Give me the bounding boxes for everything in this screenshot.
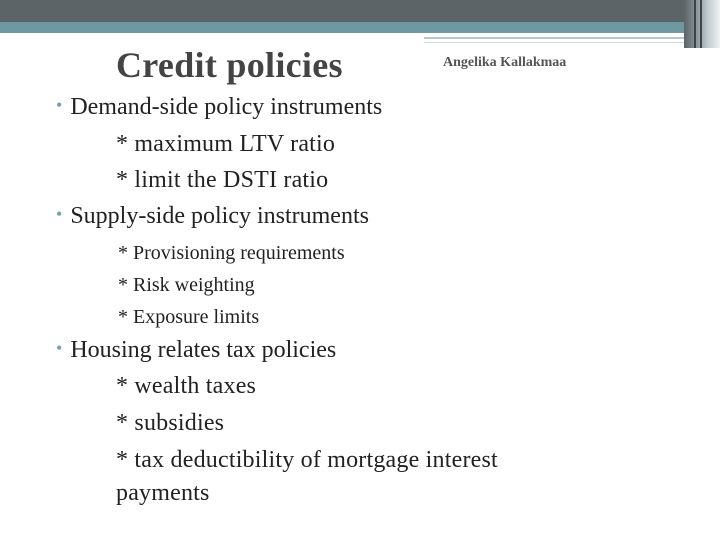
- bullet-dot-icon: •: [56, 204, 63, 224]
- bullet-dot-icon: •: [56, 95, 63, 115]
- sub-item: * maximum LTV ratio: [116, 131, 336, 157]
- bullet-item: [56, 203, 369, 230]
- sub-item: * limit the DSTI ratio: [116, 167, 329, 193]
- bullet-dot-icon: •: [56, 338, 63, 358]
- slide-author: Angelika Kallakmaa: [443, 55, 567, 70]
- bullet-item: [56, 94, 382, 121]
- sub-item: * Exposure limits: [118, 306, 260, 328]
- sub-item: * Risk weighting: [118, 274, 255, 296]
- sub-item: * tax deductibility of mortgage interest: [116, 447, 498, 473]
- bullet-label: Housing relates tax policies: [70, 337, 337, 363]
- bullet-item: [56, 337, 336, 364]
- sub-item: * subsidies: [116, 410, 225, 436]
- bullet-label: Supply-side policy instruments: [70, 203, 369, 229]
- bullet-label: Demand-side policy instruments: [70, 94, 383, 120]
- sub-item: payments: [116, 480, 210, 506]
- sub-item: * Provisioning requirements: [118, 242, 345, 264]
- sub-item: * wealth taxes: [116, 373, 257, 399]
- slide-title: Credit policies: [116, 45, 343, 85]
